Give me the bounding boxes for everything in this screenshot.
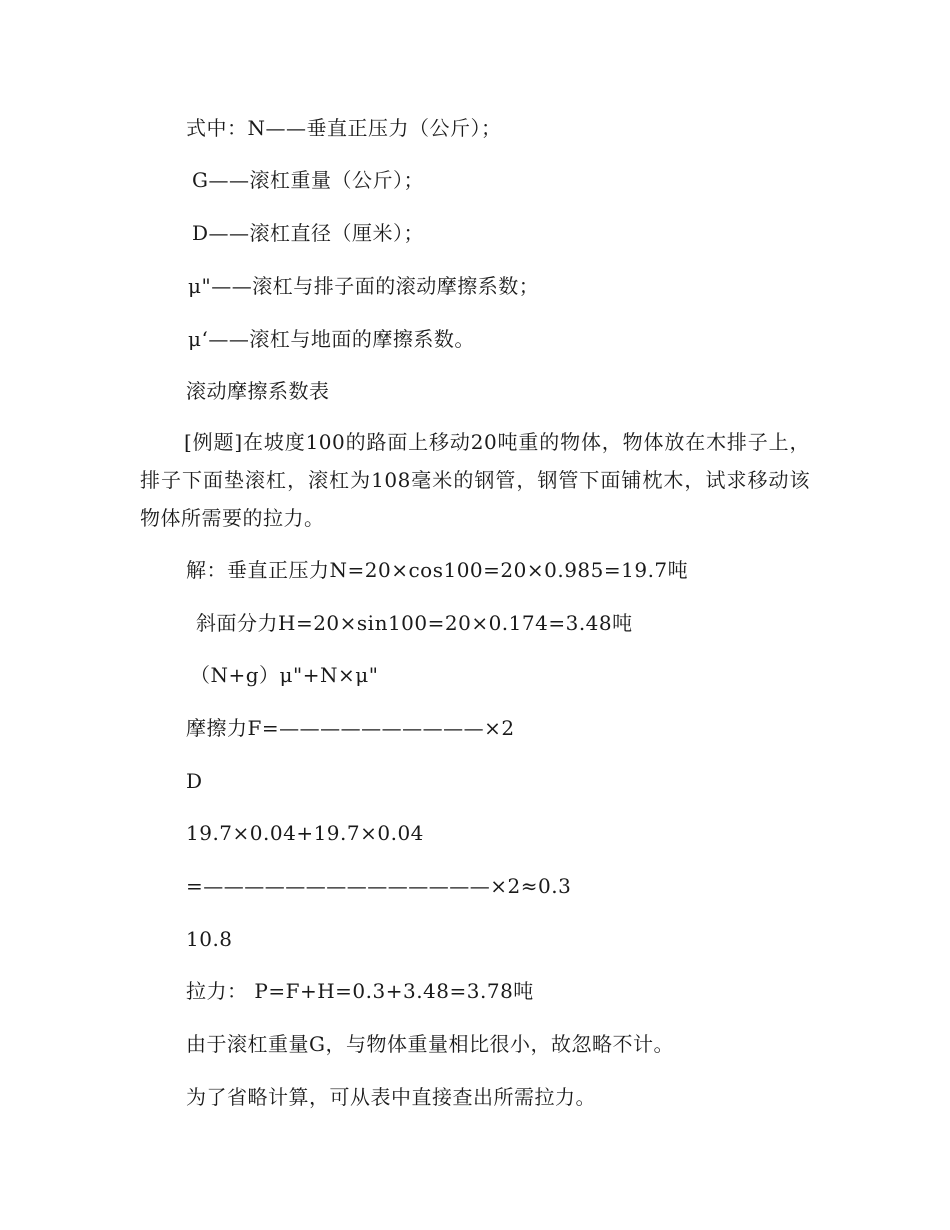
friction-formula-denominator: D: [186, 769, 203, 793]
example-paragraph: [例题]在坡度100的路面上移动20吨重的物体，物体放在木排子上，排子下面垫滚杠，滚杠为108毫米的钢管，钢管下面铺枕木，试求移动该物体所需要的拉力。: [140, 430, 810, 530]
friction-formula-numerator: （N+g）μ"+N×μ": [190, 663, 379, 687]
formula-legend-n: 式中：N——垂直正压力（公斤）；: [186, 116, 502, 140]
note-ignore-weight: 由于滚杠重量G，与物体重量相比很小，故忽略不计。: [186, 1032, 674, 1056]
formula-legend-d: D——滚杠直径（厘米）；: [192, 221, 425, 245]
friction-calc-numerator: 19.7×0.04+19.7×0.04: [186, 821, 424, 845]
friction-calc-line: =——————————————×2≈0.3: [186, 874, 572, 898]
solution-normal-pressure: 解：垂直正压力N=20×cos100=20×0.985=19.7吨: [186, 558, 689, 582]
table-caption: 滚动摩擦系数表: [186, 379, 330, 403]
friction-formula-line: 摩擦力F=——————————×2: [186, 716, 515, 740]
solution-slope-component: 斜面分力H=20×sin100=20×0.174=3.48吨: [196, 611, 633, 635]
formula-legend-mu-single: μ‘——滚杠与地面的摩擦系数。: [188, 327, 475, 351]
pull-force-result: 拉力： P=F+H=0.3+3.48=3.78吨: [186, 979, 534, 1003]
formula-legend-mu-double: μ"——滚杠与排子面的滚动摩擦系数；: [188, 274, 540, 298]
friction-calc-denominator: 10.8: [186, 927, 233, 951]
note-lookup-table: 为了省略计算，可从表中直接查出所需拉力。: [186, 1085, 596, 1109]
formula-legend-g: G——滚杠重量（公斤）；: [192, 168, 424, 192]
